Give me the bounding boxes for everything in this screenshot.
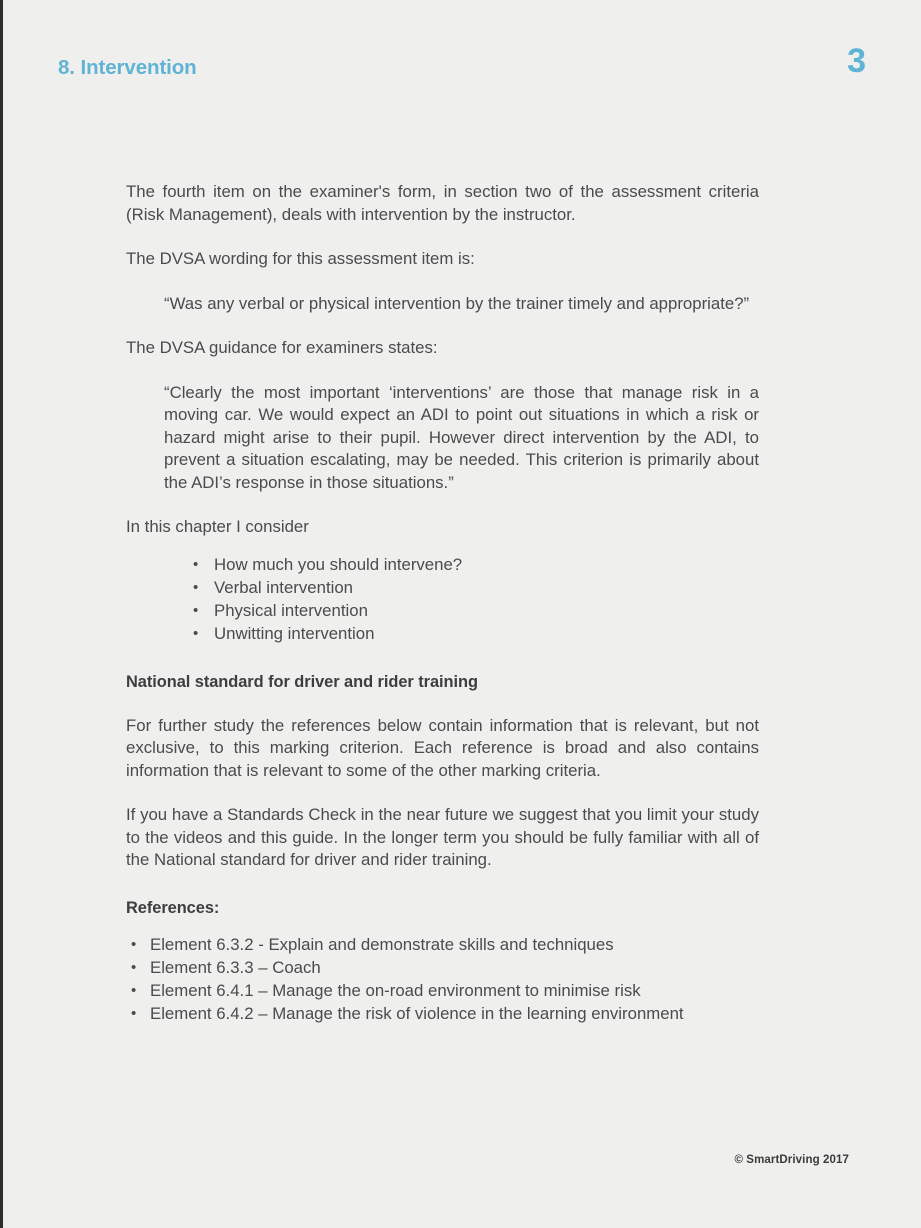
national-standard-paragraph: For further study the references below contain information that is relevant, but not exclusive, to this marking criterion. Each reference is broad and also contains information that is relevant to some of the other marking criteria. [126,715,759,780]
study-advice-paragraph: If you have a Standards Check in the near future we suggest that you limit your study to the videos and this guide. In the longer term you should be fully familiar with all of the National standard for driver and rider training. [126,805,759,869]
list-item: • Element 6.4.2 – Manage the risk of violence in the learning environment [131,1002,759,1025]
national-standard-heading: National standard for driver and rider training [126,672,478,691]
chapter-contents-lead: In this chapter I consider [126,517,309,536]
dvsa-wording-quote: “Was any verbal or physical intervention by the trainer timely and appropriate?” [164,293,750,313]
intro-paragraph: The fourth item on the examiner's form, in section two of the assessment criteria (Risk Management), deals with intervention by the instructor. [126,182,759,224]
document-body [126,181,759,1025]
dvsa-guidance-quote: “Clearly the most important ‘interventions’ are those that manage risk in a moving car. We would expect an ADI to point out situations in which a risk or hazard might arise to their pupil. However direct intervention by the ADI, to prevent a situation escalating, may be needed. This criterion is primarily about the ADI’s response in those situations.” [164,382,759,492]
references-list [131,933,759,1025]
list-item: • Verbal intervention [193,576,759,599]
list-item: • Element 6.3.2 - Explain and demonstrate skills and techniques [131,933,759,956]
page-header [3,42,921,100]
list-item: • Unwitting intervention [193,622,759,645]
chapter-contents-list [193,553,759,645]
list-item: • Element 6.4.1 – Manage the on-road environment to minimise risk [131,979,759,1002]
wording-lead-paragraph: The DVSA wording for this assessment item is: [126,249,475,268]
references-heading: References: [126,898,220,917]
guidance-lead-paragraph: The DVSA guidance for examiners states: [126,338,438,357]
list-item: • How much you should intervene? [193,553,759,576]
page-number: 3 [847,42,866,80]
list-item: • Element 6.3.3 – Coach [131,956,759,979]
copyright-footer: © SmartDriving 2017 [734,1154,849,1166]
list-item: • Physical intervention [193,599,759,622]
chapter-title: 8. Intervention [58,56,197,79]
